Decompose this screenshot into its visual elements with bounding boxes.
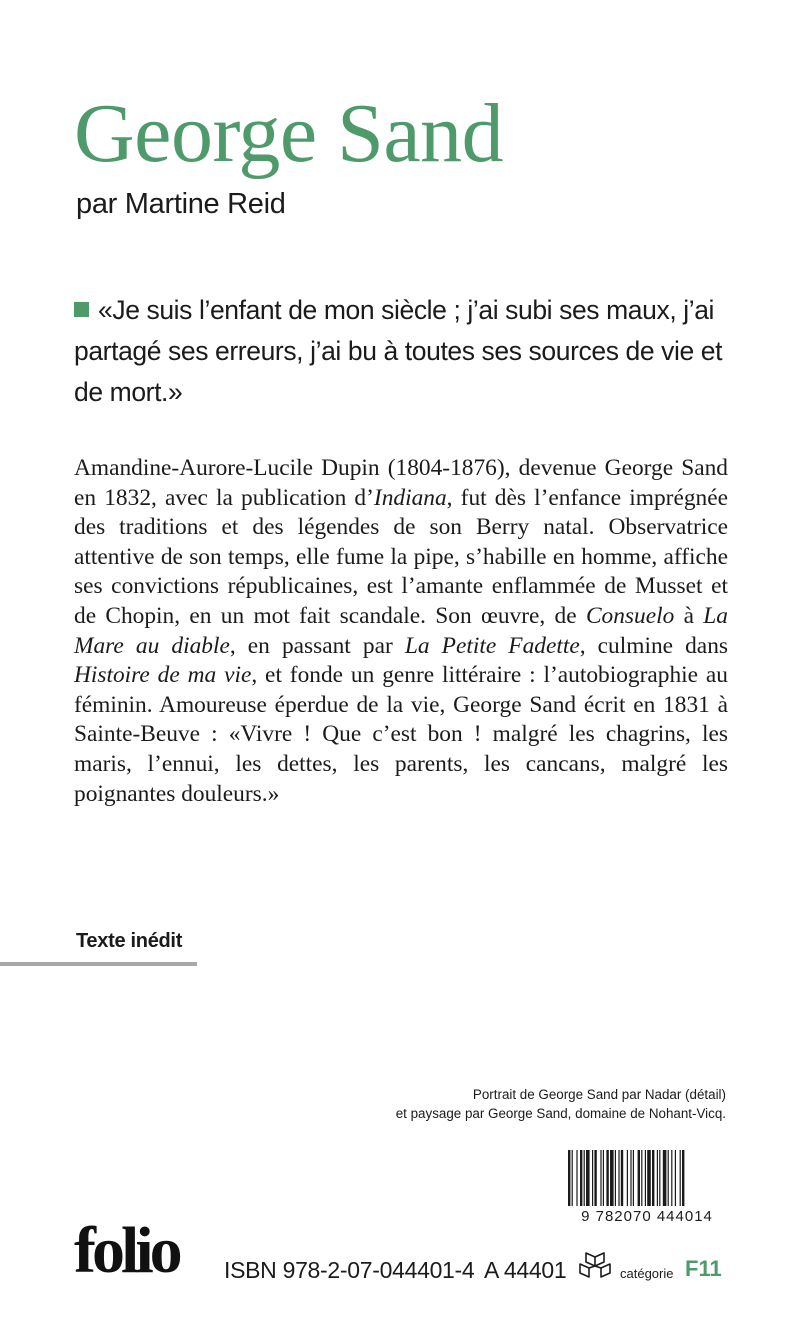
barcode-bar <box>580 1150 582 1206</box>
barcode-bar <box>663 1150 667 1206</box>
work-title-histoire-de-ma-vie: Histoire de ma vie <box>74 662 252 689</box>
work-title-la-mare-au-diable: La Mare au diable <box>74 602 729 659</box>
barcode-bar <box>671 1150 672 1206</box>
cover-credits <box>396 1085 726 1123</box>
category-label: catégorie <box>620 1266 674 1281</box>
credits-line-1: Portrait de George Sand par Nadar (détail) <box>472 1087 726 1102</box>
texte-inedit-label: Texte inédit <box>76 930 183 952</box>
barcode-bar <box>647 1150 651 1206</box>
bio-text: , en passant par <box>229 632 405 659</box>
green-square-bullet-icon <box>74 302 89 317</box>
open-book-icon <box>578 1250 612 1280</box>
author-byline: par Martine Reid <box>76 188 286 220</box>
isbn-number: ISBN 978-2-07-044401-4 <box>224 1257 475 1283</box>
barcode-bar <box>603 1150 604 1206</box>
barcode-bar <box>621 1150 623 1206</box>
product-code: A 44401 <box>484 1257 567 1283</box>
folio-logo: folio <box>74 1214 179 1287</box>
barcode-bar <box>615 1150 616 1206</box>
barcode-bar <box>594 1150 596 1206</box>
barcode-bar <box>630 1150 631 1206</box>
barcode-bar <box>675 1150 676 1206</box>
bio-text: , et fonde un genre littéraire : l’autobiographie au féminin. Amoureuse éperdue de la vie, George Sand écrit en 1831 à Sainte-Beuve : «Vivre ! Que c’est bon ! malgré les chagrins, les maris, l’ennui, les dettes, les parents, les cancans, malgré les poignantes douleurs.» <box>74 662 728 807</box>
barcode-bar <box>659 1150 660 1206</box>
gray-divider-rule <box>0 962 197 966</box>
work-title-indiana: Indiana <box>373 484 447 511</box>
biography-paragraph <box>74 454 728 809</box>
epigraph-quote <box>74 290 734 413</box>
barcode-bar <box>652 1150 654 1206</box>
barcode-bar <box>680 1150 681 1206</box>
barcode-bar <box>645 1150 646 1206</box>
barcode-bar <box>682 1150 684 1206</box>
barcode-digits: 9 782070 444014 <box>581 1208 713 1225</box>
barcode-bar <box>572 1150 573 1206</box>
barcode-bar <box>638 1150 640 1206</box>
quote-text: «Je suis l’enfant de mon siècle ; j’ai subi ses maux, j’ai partagé ses erreurs, j’ai bu à toutes ses sources de vie et de mort.» <box>74 295 723 407</box>
barcode-bar <box>633 1150 634 1206</box>
isbn-barcode <box>566 1150 728 1230</box>
work-title-la-petite-fadette: La Petite Fadette <box>404 632 580 659</box>
book-title: George Sand <box>74 87 504 180</box>
bio-text: , fut dès l’enfance imprégnée des traditions et des légendes de son Berry natal. Observatrice attentive de son temps, elle fume la pipe, s’habille en homme, affiche ses convictions républicaines, est l’amante enflammée de Musset et de Chopin, en un mot fait scandale. Son œuvre, de <box>74 484 728 629</box>
category-value: F11 <box>685 1256 722 1281</box>
barcode-bar <box>668 1150 669 1206</box>
barcode-bar <box>600 1150 601 1206</box>
barcode-bar <box>568 1150 570 1206</box>
work-title-consuelo: Consuelo <box>585 602 675 629</box>
barcode-bar <box>576 1150 577 1206</box>
bio-text: à <box>674 602 704 629</box>
barcode-bar <box>584 1150 585 1206</box>
barcode-bar <box>592 1150 593 1206</box>
biography-text <box>74 454 728 809</box>
barcode-bar <box>627 1150 628 1206</box>
barcode-bar <box>586 1150 590 1206</box>
bio-text: , culmine dans <box>579 632 728 659</box>
barcode-bar <box>618 1150 619 1206</box>
credits-line-2: et paysage par George Sand, domaine de Nohant-Vicq. <box>395 1106 726 1121</box>
barcode-bar <box>657 1150 658 1206</box>
barcode-bars <box>566 1150 728 1208</box>
barcode-bar <box>610 1150 614 1206</box>
barcode-bar <box>641 1150 642 1206</box>
bio-text: Amandine-Aurore-Lucile Dupin (1804-1876), devenue George Sand en 1832, avec la publication d’ <box>74 455 728 511</box>
barcode-bar <box>606 1150 608 1206</box>
